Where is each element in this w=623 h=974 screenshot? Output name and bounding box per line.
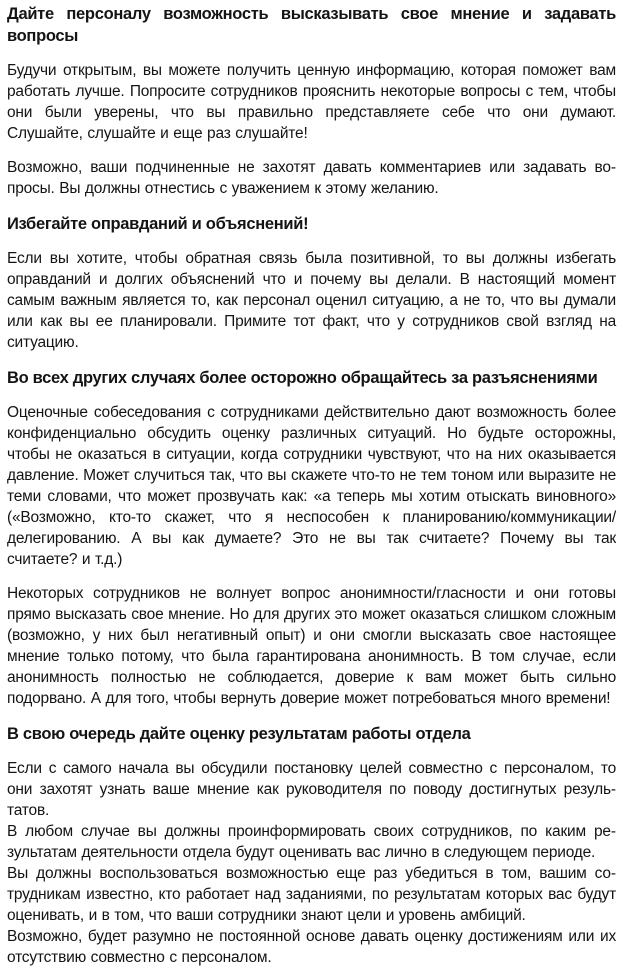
paragraph: Если вы хотите, чтобы обратная связь была позитивной, то вы должны избегать оправданий и долгих объяснений что и почему вы делали. В настоящий момент самым важным является то, как персонал оценил ситуацию, а не то, что вы думали или как вы ее планировали. Примите тот факт, что у сотрудников свой взгляд на ситуацию. (7, 250, 616, 351)
paragraph: Если с самого начала вы обсудили постановку целей совместно с персоналом, то они захотят узнать ваше мнение как руководителя по поводу достигнутых результатов. (7, 760, 616, 819)
section-evaluate-department-results (7, 723, 616, 968)
paragraph: Возможно, ваши подчиненные не захотят давать комментариев или задавать вопросы. Вы должны отнестись с уважением к этому желанию. (7, 159, 616, 197)
section-heading: В свою очередь дайте оценку результатам работы отдела (7, 725, 471, 743)
section-feedback-questions (7, 3, 616, 199)
paragraph: Вы должны воспользоваться возможностью еще раз убедиться в том, вашим сотрудникам известно, кто работает над заданиями, по результатам которых вас будут оценивать, и в том, что ваши сотрудники знают цели и уровень амбиций. (7, 865, 616, 924)
section-heading: Избегайте оправданий и объяснений! (7, 215, 309, 233)
paragraph: В любом случае вы должны проинформировать своих сотрудников, по каким результатам деятельности отдела будут оценивать вас лично в следующем периоде. (7, 823, 616, 861)
section-heading: Во всех других случаях более осторожно обращайтесь за разъяснениями (7, 369, 598, 387)
section-careful-clarifications (7, 367, 616, 709)
paragraph: Будучи открытым, вы можете получить ценную информацию, которая поможет вам работать лучше. Попросите сотрудников прояснить некоторые вопросы с тем, чтобы они были уверены, что вы правильно представляете себе что они думают. Слушайте, слушайте и еще раз слушайте! (7, 62, 616, 142)
paragraph: Некоторых сотрудников не волнует вопрос анонимности/гласности и они готовы прямо высказать свое мнение. Но для других это может оказаться слишком сложным (возможно, у них был негативный опыт) и они смогли высказать свое настоящее мнение только потому, что была гарантирована анонимность. В том случае, если анонимность полностью не соблюдается, доверие к вам может быть сильно подорвано. А для того, чтобы вернуть доверие может потребоваться много времени! (7, 585, 616, 707)
section-heading: Дайте персоналу возможность высказывать свое мнение и задавать вопросы (7, 5, 616, 45)
paragraph: Оценочные собеседования с сотрудниками действительно дают возможность более конфиденциально обсудить оценку различных ситуаций. Но будьте осторожны, чтобы не оказаться в ситуации, когда сотрудники чувствуют, что на них оказывается давление. Может случиться так, что вы скажете что-то не тем тоном или выразите не теми словами, что может прозвучать как: «а теперь мы хотим отыскать виновного» («Возможно, кто-то скажет, что я неспособен к планированию/коммуникации/делегированию. А вы как думаете? Это не вы так считаете? Почему вы так считаете? и т.д.) (7, 404, 616, 568)
section-avoid-excuses (7, 213, 616, 353)
paragraph: Возможно, будет разумно не постоянной основе давать оценку достижениям или их отсутствию совместно с персоналом. (7, 928, 616, 966)
